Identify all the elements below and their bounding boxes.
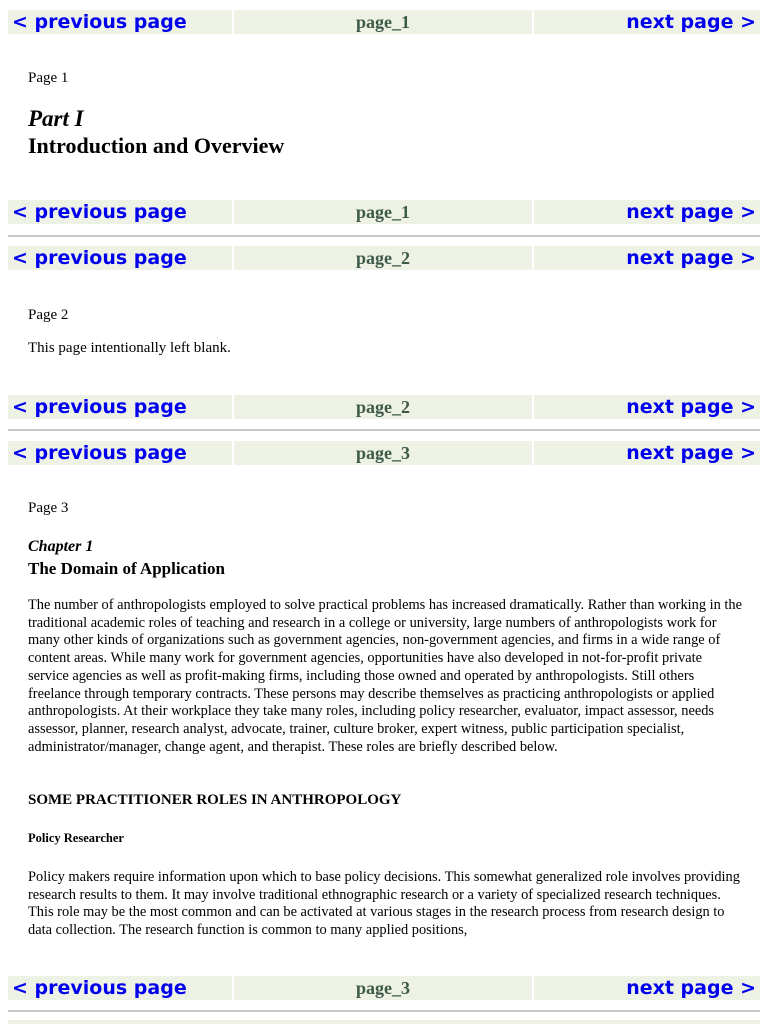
nav-bar-page-1-top	[8, 10, 760, 34]
nav-prev-cell	[8, 976, 232, 1000]
nav-page-cell	[234, 246, 532, 270]
nav-next-cell	[534, 441, 760, 465]
page-id-label: page_3	[356, 977, 410, 998]
nav-prev-cell	[8, 10, 232, 34]
nav-page-cell	[234, 441, 532, 465]
nav-prev-cell	[8, 246, 232, 270]
next-nav-bar-edge	[8, 1020, 760, 1024]
nav-bar-page-3-top	[8, 441, 760, 465]
blank-page-note: This page intentionally left blank.	[28, 340, 231, 356]
next-page-link[interactable]: next page >	[626, 11, 756, 33]
nav-next-cell	[534, 976, 760, 1000]
nav-bar-page-1-bottom	[8, 200, 760, 224]
nav-prev-cell	[8, 441, 232, 465]
nav-prev-cell	[8, 200, 232, 224]
subsection-heading: Policy Researcher	[28, 831, 124, 845]
chapter-title: Chapter 1	[28, 538, 94, 555]
section-heading: SOME PRACTITIONER ROLES IN ANTHROPOLOGY	[28, 792, 402, 808]
page-divider	[8, 1010, 760, 1012]
page-id-label: page_2	[356, 396, 410, 417]
chapter-subtitle: The Domain of Application	[28, 559, 225, 578]
next-page-link[interactable]: next page >	[626, 201, 756, 223]
page-number: Page 3	[28, 500, 69, 516]
nav-page-cell	[234, 10, 532, 34]
nav-next-cell	[534, 246, 760, 270]
previous-page-link[interactable]: < previous page	[12, 977, 187, 999]
page-id-label: page_1	[356, 11, 410, 32]
nav-page-cell	[234, 976, 532, 1000]
next-page-link[interactable]: next page >	[626, 977, 756, 999]
next-page-link[interactable]: next page >	[626, 396, 756, 418]
nav-bar-page-2-top	[8, 246, 760, 270]
next-page-link[interactable]: next page >	[626, 442, 756, 464]
previous-page-link[interactable]: < previous page	[12, 247, 187, 269]
next-page-link[interactable]: next page >	[626, 247, 756, 269]
previous-page-link[interactable]: < previous page	[12, 11, 187, 33]
nav-prev-cell	[8, 395, 232, 419]
nav-bar-page-2-bottom	[8, 395, 760, 419]
page-number: Page 2	[28, 307, 69, 323]
previous-page-link[interactable]: < previous page	[12, 201, 187, 223]
part-subtitle: Introduction and Overview	[28, 133, 285, 158]
nav-next-cell	[534, 395, 760, 419]
part-title: Part I	[28, 106, 84, 131]
intro-paragraph: The number of anthropologists employed to solve practical problems has increased dramatically. Rather than working in the traditional academic roles of teaching and research in a college or university, large numbers of anthropologists work for many other kinds of organizations such as government agencies, non-government agencies, and firms in a wide range of content areas. While many work for government agencies, opportunities have also developed in not-for-profit private service agencies as well as profit-making firms, including those owned and operated by anthropologists. Still others freelance through temporary contracts. These persons may describe themselves as practicing anthropologists or applied anthropologists. At their workplace they take many roles, including policy researcher, evaluator, impact assessor, needs assessor, planner, research analyst, advocate, trainer, culture broker, expert witness, public participation specialist, administrator/manager, change agent, and therapist. These roles are briefly described below.	[28, 597, 742, 755]
page-divider	[8, 235, 760, 237]
page-id-label: page_3	[356, 442, 410, 463]
page-divider	[8, 429, 760, 431]
previous-page-link[interactable]: < previous page	[12, 442, 187, 464]
nav-page-cell	[234, 200, 532, 224]
nav-next-cell	[534, 10, 760, 34]
page-id-label: page_2	[356, 247, 410, 268]
nav-page-cell	[234, 395, 532, 419]
page-id-label: page_1	[356, 201, 410, 222]
nav-next-cell	[534, 200, 760, 224]
nav-bar-page-3-bottom	[8, 976, 760, 1000]
policy-paragraph: Policy makers require information upon which to base policy decisions. This somewhat generalized role involves providing research results to them. It may involve traditional ethnographic research or a variety of specialized research techniques. This role may be the most common and can be activated at various stages in the research process from research design to data collection. The research function is common to many applied positions,	[28, 869, 740, 939]
page-number: Page 1	[28, 70, 69, 86]
previous-page-link[interactable]: < previous page	[12, 396, 187, 418]
